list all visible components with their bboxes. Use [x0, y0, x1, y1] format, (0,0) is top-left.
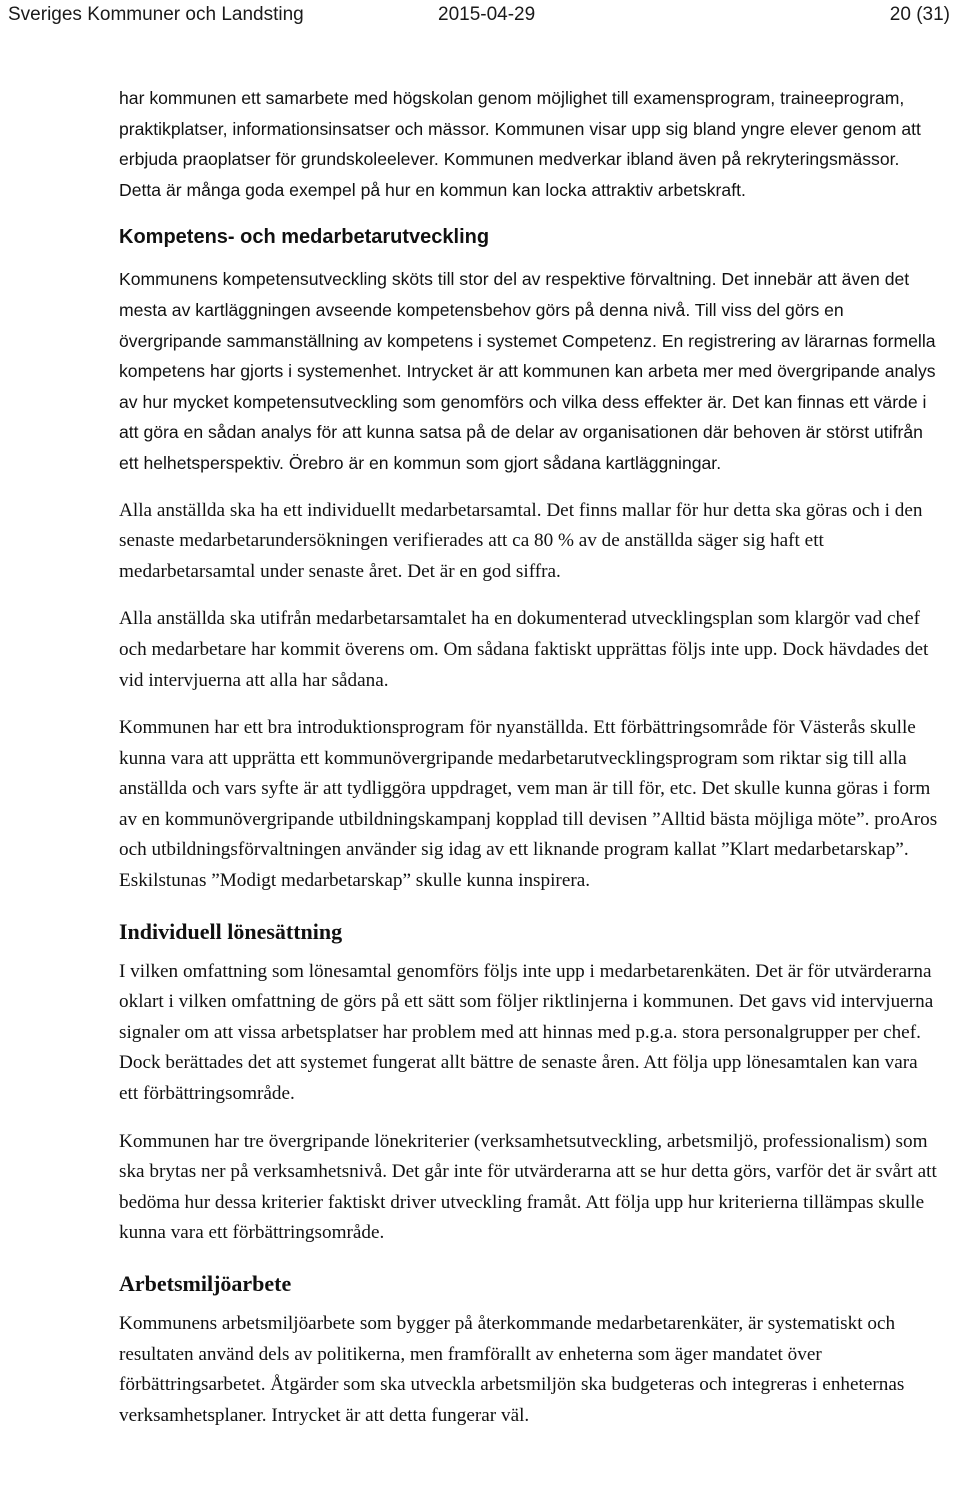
paragraph: I vilken omfattning som lönesamtal genomförs följs inte upp i medarbetarenkäten. Det är för utvärderarna oklart i vilken omfattning de görs på ett sätt som följer riktlinjerna i kommunen. Det gavs vid intervjuerna signaler om att vissa arbetsplatser har problem med att hinnas med p.g.a. stora personalgrupper per chef. Dock berättades det att systemet fungerat allt bättre de senaste åren. Att följa upp lönesamtalen kan vara ett förbättringsområde. [119, 960, 934, 1105]
paragraph: Kommunen har tre övergripande lönekriterier (verksamhetsutveckling, arbetsmiljö, professionalism) som ska brytas ner på verksamhetsnivå. Det går inte för utvärderarna att se hur detta görs, varför det är svårt att bedöma hur dessa kriterier faktiskt driver utveckling framåt. Att följa upp hur kriterierna tillämpas skulle kunna vara ett förbättringsområde. [119, 1130, 937, 1244]
intro-paragraph: har kommunen ett samarbete med högskolan genom möjlighet till examensprogram, traineeprogram, praktikplatser, informationsinsatser och mässor. Kommunen visar upp sig bland yngre elever genom att erbjuda praoplatser för grundskoleelever. Kommunen medverkar ibland även på rekryteringsmässor. Detta är många goda exempel på hur en kommun kan locka attraktiv arbetskraft. [119, 88, 921, 200]
section-heading-kompetens: Kompetens- och medarbetarutveckling [119, 226, 490, 249]
organization-name: Sveriges Kommuner och Landsting [8, 4, 304, 25]
paragraph: Alla anställda ska utifrån medarbetarsamtalet ha en dokumenterad utvecklingsplan som klargör vad chef och medarbetare har kommit överens om. Om sådana faktiskt upprättas följs inte upp. Dock hävdades det vid intervjuerna att alla har sådana. [119, 608, 929, 691]
document-date: 2015-04-29 [438, 4, 536, 25]
page-number: 20 (31) [889, 4, 950, 25]
paragraph: Alla anställda ska ha ett individuellt medarbetarsamtal. Det finns mallar för hur detta ska göras och i den senaste medarbetarundersökningen verifierades att ca 80 % av de anställda säger sig haft ett medarbetarsamtal under senaste året. Det är en god siffra. [119, 499, 923, 582]
paragraph: Kommunens kompetensutveckling sköts till stor del av respektive förvaltning. Det innebär att även det mesta av kartläggningen avseende kompetensbehov görs på denna nivå. Till viss del görs en övergripande sammanställning av kompetens i systemet Competenz. En registrering av lärarnas formella kompetens har gjorts i systemenhet. Intrycket är att kommunen kan arbeta mer med övergripande analys av hur mycket kompetensutveckling som genomförs och vilka dess effekter är. Det kan finnas ett värde i att göra en sådan analys för att kunna satsa på de delar av organisationen där behoven är störst utifrån ett helhetsperspektiv. Örebro är en kommun som gjort sådana kartläggningar. [119, 269, 936, 473]
paragraph: Kommunens arbetsmiljöarbete som bygger på återkommande medarbetarenkäter, är systematiskt och resultaten använd dels av politikerna, men framförallt av enheterna som äger mandatet över förbättringsarbetet. Åtgärder som ska utveckla arbetsmiljön ska budgeteras och integreras i enheternas verksamhetsplaner. Intrycket är att detta fungerar väl. [119, 1313, 905, 1426]
section-heading-arbetsmiljo: Arbetsmiljöarbete [119, 1271, 292, 1296]
document-body [119, 83, 939, 1448]
section-heading-lonesattning: Individuell lönesättning [119, 918, 343, 944]
paragraph: Kommunen har ett bra introduktionsprogram för nyanställda. Ett förbättringsområde för Västerås skulle kunna vara att upprätta ett kommunövergripande medarbetarutvecklingsprogram som riktar sig till alla anställda och vars syfte är att tydliggöra uppdraget, vem man är till för, etc. Det skulle kunna göras i form av en kommunövergripande utbildningskampanj kopplad till devisen ”Alltid bästa möjliga möte”. proAros och utbildningsförvaltningen använder sig idag av ett liknande program kallat ”Klart medarbetarskap”. Eskilstunas ”Modigt medarbetarskap” skulle kunna inspirera. [119, 717, 938, 892]
page-header [0, 0, 960, 30]
